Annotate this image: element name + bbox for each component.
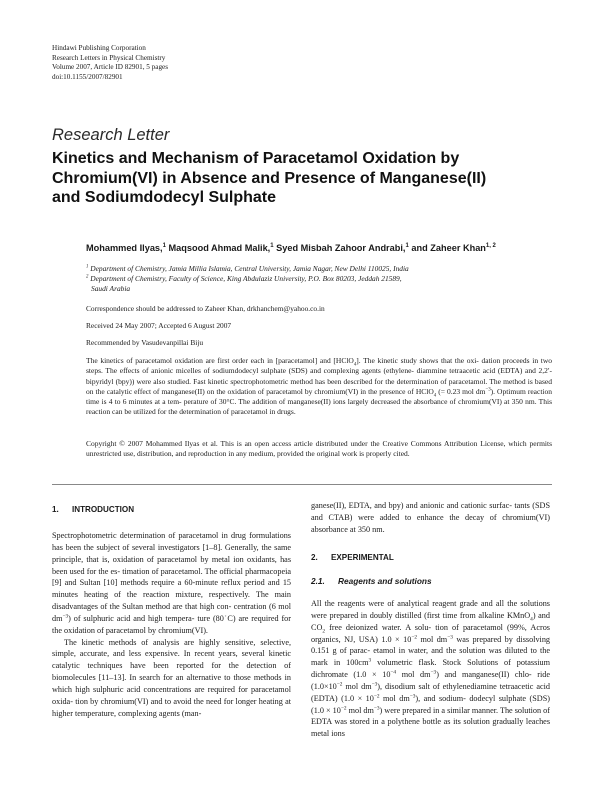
- intro-paragraph-2: The kinetic methods of analysis are highly sensitive, selective, simple, accurate, and less expensive. In recent years, several kinetic catalytic techniques have been reported for the detection of biomolecules [11–13]. In search for an alternative to those methods in which high sulphuric acid concentrations are required for paracetamol oxida- tion by chromium(VI) and to avoid the need for longer heating at higher temperature, complexing agents (man-: [52, 637, 291, 718]
- intro-heading: 1. INTRODUCTION: [52, 505, 135, 514]
- intro-paragraph-1: Spectrophotometric determination of paracetamol in drug formulations has been the subject of several investigators [1–8]. Generally, the same principle, that is, oxidation of paracetamol by metal ion oxidants, has been used for the es- timation of paracetamol. The official pharmacopeia [9] and Sultan [10] methods require a 60-minute reflux period and 15 minutes heating of the reaction mixture, respectively. The main disadvantages of the Sultan method are that high con- centration (6 mol $dm^{-3}$) of sulphuric acid and high tempera- ture (80◦C) are required for the oxidation of paracetamol by chromium(VI).: [52, 531, 292, 635]
- title-line-2: Chromium(VI) in Absence and Presence of Manganese(II): [52, 169, 487, 187]
- author-affil-mark: 1: [270, 242, 274, 249]
- title-line-1: Kinetics and Mechanism of Paracetamol Oxidation by: [52, 150, 460, 167]
- affiliation-2-country: Saudi Arabia: [91, 284, 131, 294]
- copyright-notice: Copyright © 2007 Mohammed Ilyas et al. This is an open access article distributed under the Creative Commons Attribution License, which permits unrestricted use, distribution, and reproduction in any medium, provided the original work is properly cited.: [86, 439, 552, 459]
- abstract: The kinetics of paracetamol oxidation are first order each in [paracetamol] and [HClO$_4$]. The kinetic study shows that the oxi- dation proceeds in two steps. The effects of anionic micelles of sodiumdodecyl sulphate (SDS) and complexing agents (ethylene- diammine tetraacetic acid (EDTA) and 2,2′-bipyridyl (bpy)) were also studied. Fast kinetic spectrophotometric method has been described for the determination of paracetamol. The method is based on the catalytic effect of manganese(II) on the oxidation of paracetamol by chromium(VI) in the presence of HClO$_4$ (= 0.23 mol $dm^{-3}$). Optimum reaction time is 4 to 6 minutes at a tem- perature of 30°C. The addition of manganese(II) ions largely decreased the absorbance of chromium(VI) at 350 nm. This reaction can be utilized for the determination of paracetamol in drugs.: [86, 356, 553, 417]
- affiliations: [86, 264, 556, 295]
- reagents-subheading: 2.1. Reagents and solutions: [311, 576, 432, 586]
- publisher: Hindawi Publishing Corporation: [52, 44, 146, 52]
- author-name: Maqsood Ahmad Malik,: [168, 243, 271, 253]
- author-conjunction: and: [411, 243, 428, 253]
- author-name: Syed Misbah Zahoor Andrabi,: [276, 243, 406, 253]
- author-affil-mark: 1, 2: [485, 242, 496, 249]
- paper-title: [52, 149, 552, 208]
- received-accepted: Received 24 May 2007; Accepted 6 August 2007: [86, 321, 232, 330]
- journal-name: Research Letters in Physical Chemistry: [52, 53, 166, 62]
- affiliation-1: $^1$ Department of Chemistry, Jamia Millia Islamia, Central University, Jamia Nagar, New Delhi 110025, India: [86, 264, 409, 273]
- reagents-body: All the reagents were of analytical reagent grade and all the solutions were prepared in doubly distilled (first time from alkaline KMnO$_4$) and $CO_2$ free deionized water. A solu- tion of paracetamol (99%, Acros organics, NJ, USA) $1.0 \times 10^{-2}$ mol $dm^{-3}$ was prepared by dissolving 0.151 g of parac- etamol in water, and the solution was diluted to the mark in $100cm^3$ volumetric flask. Stock Solutions of potassium dichromate ($1.0 \times 10^{-4}$ mol $dm^{-3}$) and manganese(II) chlo- ride ($1.0\times 10^{-2}$ mol $dm^{-3}$), disodium salt of ethylenediamine tetraacetic acid (EDTA) ($1.0 \times 10^{-2}$ mol $dm^{-3}$), and sodium- dodecyl sulphate (SDS) ($1.0 \times 10^{-2}$ mol $dm^{-3}$) were prepared in a similar manner. The solution of EDTA was stored in a polythene bottle as its solution gradually leaches metal ions: [311, 599, 551, 739]
- author-list: [86, 243, 496, 253]
- divider: [52, 484, 552, 485]
- correspondence: Correspondence should be addressed to Zaheer Khan, drkhanchem@yahoo.co.in: [86, 304, 325, 313]
- experimental-heading: 2. EXPERIMENTAL: [311, 553, 394, 562]
- journal-info: [52, 44, 168, 82]
- author-affil-mark: 1: [162, 242, 166, 249]
- affiliation-2: $^2$ Department of Chemistry, Faculty of Science, King Abdulaziz University, P.O. Box 80203, Jeddah 21589,: [86, 274, 402, 284]
- intro-body: [52, 530, 291, 720]
- doi: doi:10.1155/2007/82901: [52, 72, 123, 81]
- author-name: Mohammed Ilyas,: [86, 243, 163, 253]
- author-affil-mark: 1: [405, 242, 409, 249]
- volume-line: Volume 2007, Article ID 82901, 5 pages: [52, 63, 169, 72]
- title-line-3: and Sodiumdodecyl Sulphate: [52, 189, 277, 206]
- article-type: Research Letter: [52, 126, 170, 144]
- recommended-by: Recommended by Vasudevanpillai Biju: [86, 338, 204, 347]
- author-name: Zaheer Khan: [430, 243, 486, 253]
- intro-continuation: ganese(II), EDTA, and bpy) and anionic and cationic surfac- tants (SDS and CTAB) were added to enhance the decay of chromium(VI) absorbance at 350 nm.: [311, 501, 550, 534]
